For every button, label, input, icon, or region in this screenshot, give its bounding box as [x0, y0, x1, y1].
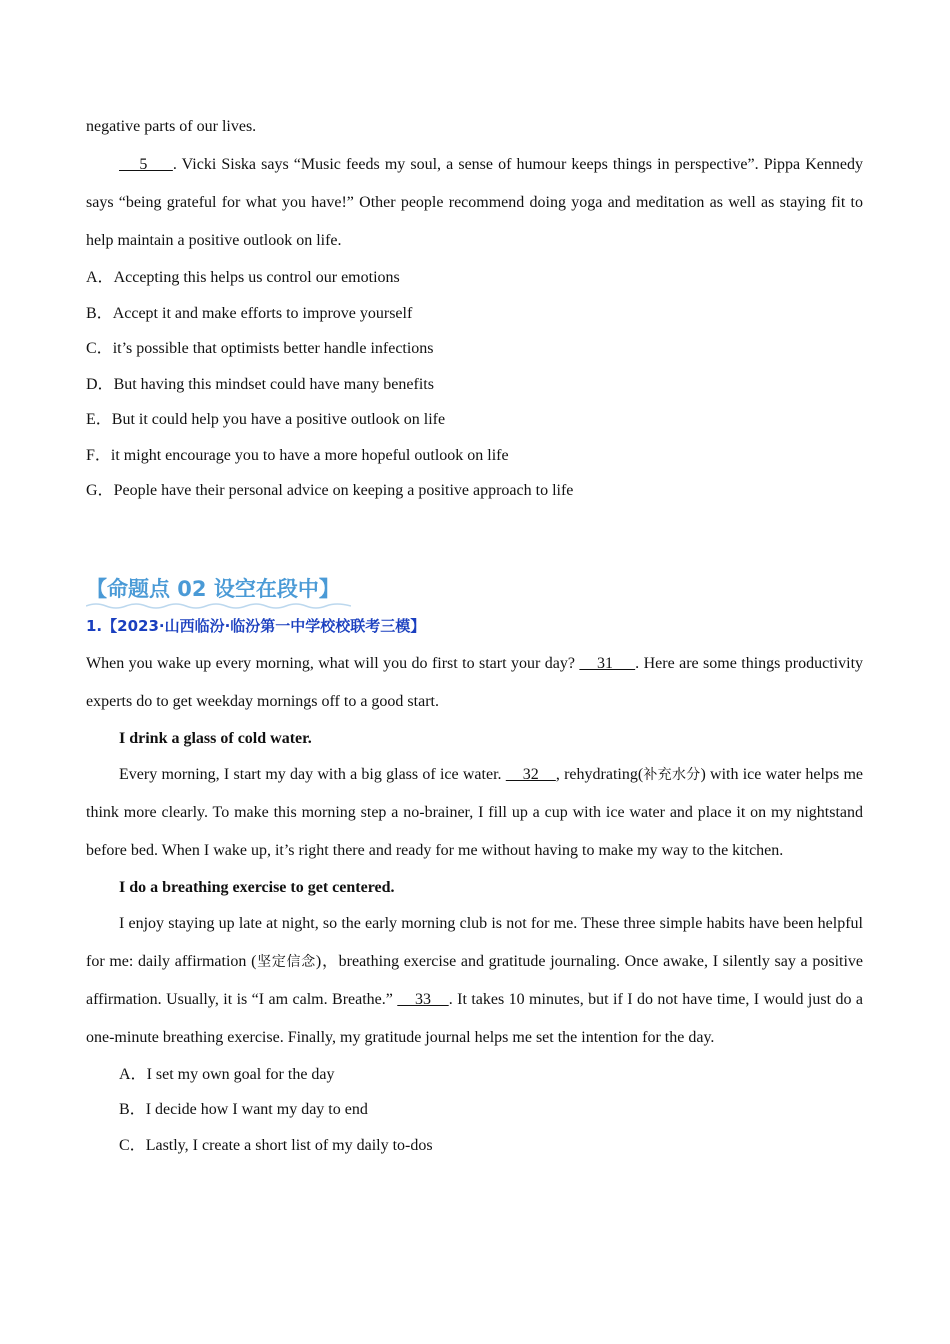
document-page	[86, 108, 863, 1163]
blank-31[interactable]: 31	[579, 654, 636, 672]
options-list-2	[86, 1057, 863, 1164]
option-b-2: B．I decide how I want my day to end	[119, 1101, 368, 1118]
wave-underline-icon	[86, 602, 351, 610]
question-5-text: . Vicki Siska says “Music feeds my soul, a sense of humour keeps things in perspective”. Pippa Kennedy says “being grateful for what you have!” Other people recommend doing yoga and meditation as well as staying fit to help maintain a positive outlook on life.	[86, 156, 864, 249]
question-source: 1.【2023·山西临汾·临汾第一中学校校联考三模】	[86, 616, 426, 635]
blank-5[interactable]: 5	[119, 156, 173, 173]
cold-water-paragraph: Every morning, I start my day with a big glass of ice water. 32 , rehydrating(补充水分) with ice water helps me think more clearly. To make this morning step a no-brainer, I fill up a cup with ice water and place it on my nightstand before bed. When I wake up, it’s right there and ready for me without having to make my way to the kitchen.	[86, 765, 864, 859]
section-heading-text: 【命题点 02 设空在段中】	[86, 576, 340, 601]
question-5-paragraph	[86, 146, 863, 260]
option-f: F．it might encourage you to have a more hopeful outlook on life	[86, 446, 509, 464]
option-a: A．Accepting this helps us control our emotions	[86, 269, 400, 286]
section-heading	[86, 571, 340, 607]
option-b: B．Accept it and make efforts to improve yourself	[86, 304, 413, 322]
breathing-paragraph: I enjoy staying up late at night, so the early morning club is not for me. These three simple habits have been helpful for me: daily affirmation (坚定信念)，breathing exercise and gratitude journaling. Once awake, I silently say a positive affirmation. Usually, it is “I am calm. Breathe.” 33 . It takes 10 minutes, but if I do not have time, I would just do a one-minute breathing exercise. Finally, my gratitude journal helps me set the intention for the day.	[86, 914, 863, 1046]
carry-over-line: negative parts of our lives.	[86, 118, 257, 135]
option-a-2: A．I set my own goal for the day	[119, 1065, 335, 1083]
subheading-cold-water: I drink a glass of cold water.	[119, 729, 312, 747]
option-c: C．it’s possible that optimists better handle infections	[86, 340, 434, 357]
option-c-2: C．Lastly, I create a short list of my daily to-dos	[119, 1136, 433, 1154]
options-list-1	[86, 260, 863, 509]
option-d: D．But having this mindset could have many benefits	[86, 375, 434, 393]
blank-32[interactable]: 32	[505, 765, 556, 783]
intro-paragraph: When you wake up every morning, what will you do first to start your day? 31 . Here are some things productivity experts do to get weekday mornings off to a good start.	[86, 654, 864, 710]
option-e: E．But it could help you have a positive outlook on life	[86, 411, 446, 428]
option-g: G．People have their personal advice on keeping a positive approach to life	[86, 482, 574, 499]
subheading-breathing: I do a breathing exercise to get centered.	[119, 878, 395, 896]
blank-33[interactable]: 33	[397, 990, 449, 1008]
